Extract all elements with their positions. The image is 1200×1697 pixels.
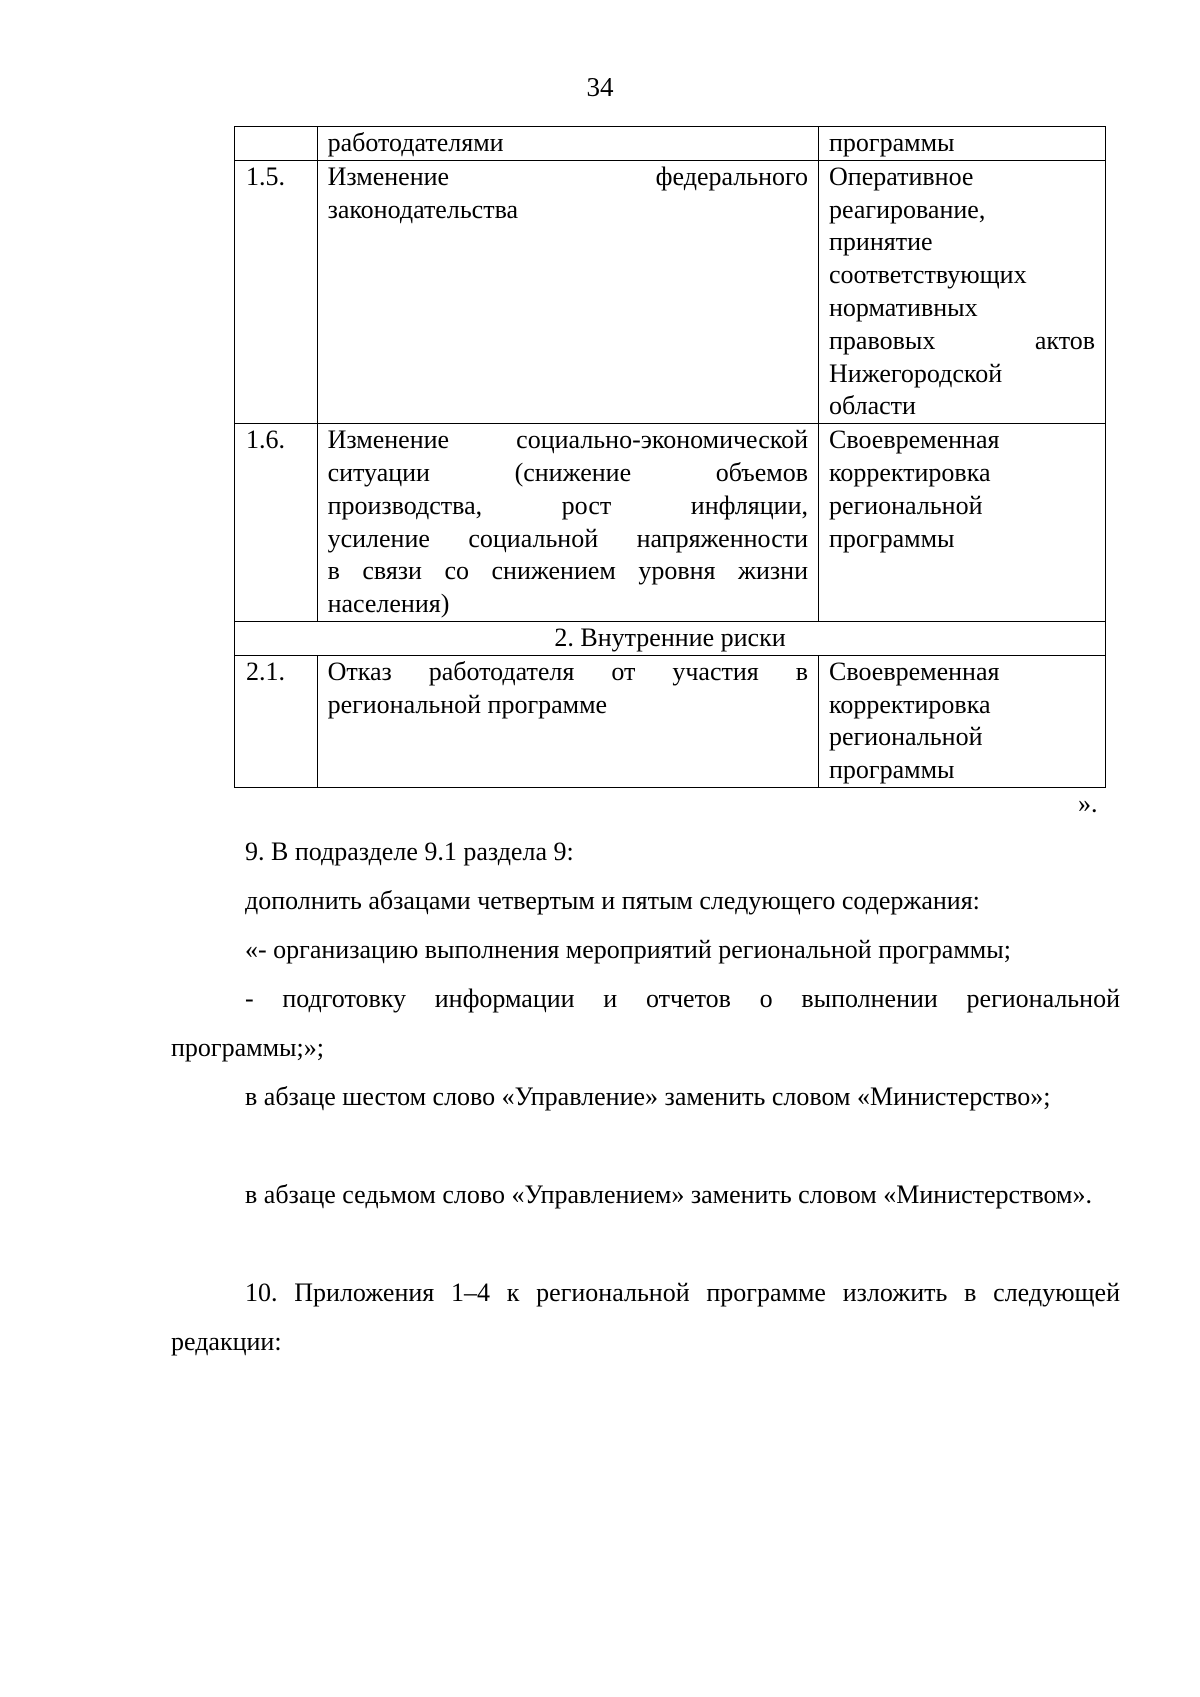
table-cell-measure [819,160,1106,423]
paragraph: 9. В подразделе 9.1 раздела 9: [245,837,574,866]
text-line: нормативных [829,292,978,322]
table-cell-measure [819,655,1106,787]
text-line: корректировка [829,457,991,487]
text-line: населения) [327,589,450,619]
page-number: 34 [586,72,614,102]
table-cell-measure [819,424,1106,622]
table-row [235,424,1106,622]
text-line: принятие [829,227,933,257]
table-row [235,127,1106,161]
table-row [235,160,1106,423]
text-line: правовых актов [829,325,1095,355]
paragraph: дополнить абзацами четвертым и пятым следующего содержания: [245,886,980,915]
table-cell-measure: программы [819,127,1106,161]
text-line: законодательства [327,194,519,224]
text-line: региональной программе [327,689,608,719]
text-line: региональной [829,722,983,752]
text-line: Изменение федерального [327,161,809,191]
table-cell-num [235,127,318,161]
table-cell-risk [317,655,818,787]
paragraph: - подготовку информации и отчетов о выполнении региональной программы;»; [171,984,1120,1062]
text-line: региональной [829,490,983,520]
table-cell-num: 2.1. [235,655,318,787]
table-section-row [235,621,1106,655]
paragraph: в абзаце шестом слово «Управление» заменить словом «Министерство»; [245,1082,1051,1111]
text-line: Своевременная [829,425,1000,455]
paragraph: 10. Приложения 1–4 к региональной программе изложить в следующей редакции: [171,1278,1120,1356]
text-line: программы [829,523,955,553]
text-line: соответствующих [829,260,1027,290]
table-cell-risk [317,424,818,622]
table-cell-risk: работодателями [317,127,818,161]
text-line: программы [829,755,955,785]
table-row [235,655,1106,787]
text-line: усиление социальной напряженности [327,523,809,553]
text-line: Изменение социально-экономической [327,425,809,455]
section-header: 2. Внутренние риски [235,621,1106,655]
text-line: области [829,391,916,421]
closing-quote: ». [1078,789,1098,818]
text-line: реагирование, [829,194,986,224]
text-line: Нижегородской [829,358,1003,388]
text-line: корректировка [829,689,991,719]
table-cell-num: 1.5. [235,160,318,423]
text-line: ситуации (снижение объемов [327,457,809,487]
paragraph: в абзаце седьмом слово «Управлением» заменить словом «Министерством». [245,1180,1093,1209]
text-line: в связи со снижением уровня жизни [327,556,809,586]
risk-table [234,126,1106,788]
text-line: Оперативное [829,161,974,191]
text-line: производства, рост инфляции, [327,490,809,520]
text-line: Своевременная [829,656,1000,686]
text-line: Отказ работодателя от участия в [327,656,809,686]
table-cell-risk [317,160,818,423]
table-cell-num: 1.6. [235,424,318,622]
paragraph: «- организацию выполнения мероприятий региональной программы; [245,935,1011,964]
